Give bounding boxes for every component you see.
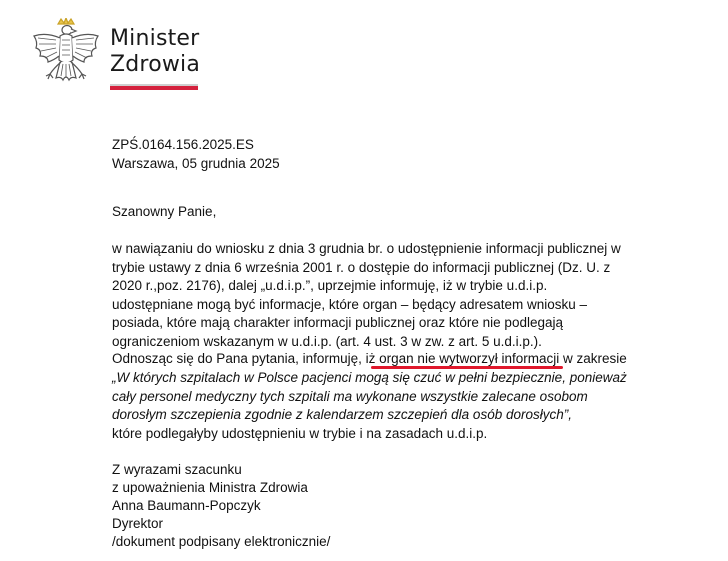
reference-number: ZPŚ.0164.156.2025.ES [112, 137, 254, 152]
answer-line [112, 350, 627, 369]
highlighted-phrase: organ nie wytworzył informacji [379, 351, 560, 366]
answer-before: Odnosząc się do Pana pytania, informuję, iż [112, 351, 380, 366]
closing-clause: które podlegałyby udostępnieniu w trybie i na zasadach u.d.i.p. [112, 426, 488, 441]
signature-name: Anna Baumann-Popczyk [112, 498, 261, 513]
signature-authority: z upoważnienia Ministra Zdrowia [112, 480, 308, 495]
signature-regards: Z wyrazami szacunku [112, 462, 242, 477]
place-date: Warszawa, 05 grudnia 2025 [112, 156, 280, 171]
ministry-header [110, 26, 200, 90]
polish-eagle-emblem-icon [30, 18, 102, 98]
ministry-title-line1: Minister [110, 26, 200, 51]
signature-note: /dokument podpisany elektronicznie/ [112, 534, 331, 549]
flag-red-stripe [110, 86, 198, 90]
quoted-question: „W których szpitalach w Polsce pacjenci mogą się czuć w pełni bezpiecznie, ponieważ cały personel medyczny tych szpitali ma wykonane wszystkie zalecane osobom dorosłym szczepienia zgodnie z kalendarzem szczepień dla osób dorosłych”, [112, 370, 627, 422]
answer-after: w zakresie [559, 351, 627, 366]
salutation: Szanowny Panie, [112, 204, 217, 219]
ministry-title-line2: Zdrowia [110, 52, 201, 77]
paragraph-intro: w nawiązaniu do wniosku z dnia 3 grudnia br. o udostępnienie informacji publicznej w trybie ustawy z dnia 6 września 2001 r. o dostępie do informacji publicznej (Dz. U. z 2020 r.,poz. 2176), dalej „u.d.i.p.”, uprzejmie informuję, iż w trybie u.d.i.p. udostępniane mogą być informacje, które organ – będący adresatem wniosku – posiada, które mają charakter informacji publicznej oraz które nie podlegają ograniczeniom wskazanym w u.d.i.p. (art. 4 ust. 3 w zw. z art. 5 u.d.i.p.). [112, 241, 621, 349]
flag-bar [110, 84, 198, 90]
signature-title: Dyrektor [112, 516, 164, 531]
